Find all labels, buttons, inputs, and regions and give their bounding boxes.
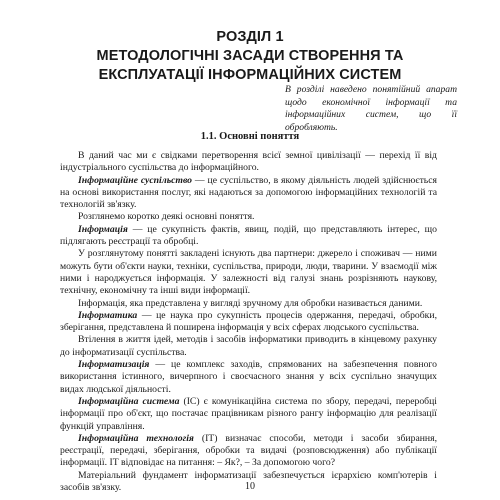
paragraph-text: — це наука про сукупність процесів одержання, передачі, обробки, зберігання, представлена й поширена інформація у всіх сферах людського суспільства. [60,309,437,334]
paragraph [60,298,437,310]
paragraph [60,433,437,470]
paragraph-text: Інформація, яка представлена у вигляді зручному для обробки називається даними. [78,297,423,309]
paragraph-text: У розглянутому понятті закладені існують два партнери: джерело і споживач — ними можуть бути об'єкти науки, техніки, суспільства, природи, люди, тварини. У взаємодії між ними і народжується інформація. У залежності від галузі знань розрізняють наукову, технічну, економічну та інші види інформації. [60,248,437,297]
defined-term: Інформаційна технологія [78,432,194,444]
chapter-title-line-1: МЕТОДОЛОГІЧНІ ЗАСАДИ СТВОРЕННЯ ТА [96,48,404,64]
paragraph-text: В даний час ми є свідками перетворення всієї земної цивілізації — перехід її від індустріального суспільства до інформаційного. [60,150,437,174]
paragraph-text: — це сукупність фактів, явищ, подій, що представляють інтерес, що підлягають реєстрації та обробці. [60,223,437,248]
paragraph-text: Втілення в життя ідей, методів і засобів інформатики приводить в кінцевому рахунку до інформатизації суспільства. [60,334,437,358]
paragraph [60,310,437,335]
paragraph [60,396,437,433]
defined-term: Інформаційне суспільство [78,174,193,186]
paragraph [60,150,437,175]
defined-term: Інформатизація [78,359,150,371]
chapter-title-line-2: ЕКСПЛУАТАЦІЇ ІНФОРМАЦІЙНИХ СИСТЕМ [98,67,402,83]
paragraph [60,175,437,212]
chapter-number: РОЗДІЛ 1 [216,29,284,45]
paragraph-text: — це суспільство, в якому діяльність людей здійснюється на основі використання послуг, які надаються за допомогою інформаційних технологій та технологій зв'язку. [60,174,437,211]
defined-term: Інформація [78,223,128,235]
chapter-header [60,28,440,85]
page-number: 10 [245,481,255,492]
section-title: 1.1. Основні поняття [200,131,300,142]
body-text [60,150,437,494]
paragraph [60,248,437,297]
paragraph-text: (ІТ) визначає способи, методи і засоби збирання, реєстрації, передачі, зберігання, обробки та видачі (розповсюдження) або публікації інформації. ІТ відповідає на питання: – Як?, – За допомогою чого? [60,432,437,469]
paragraph-text: Розглянемо коротко деякі основні поняття. [78,211,255,223]
chapter-abstract: В розділі наведено понятійний апарат щодо економічної інформації та інформаційних систем, що її обробляють. [285,84,457,133]
defined-term: Інформатика [78,309,138,321]
paragraph [60,334,437,359]
paragraph [60,224,437,249]
paragraph-text: Матеріальний фундамент інформатизації забезпечується ієрархією комп'ютерів і засобів зв'язку. [60,469,437,494]
paragraph-text: (ІС) є комунікаційна система по збору, передачі, переробці інформації про об'єкт, що постачає працівникам різного рангу інформацію для реалізації функцій управління. [60,395,437,432]
paragraph [60,359,437,396]
defined-term: Інформаційна система [78,395,180,407]
paragraph-text: — це комплекс заходів, спрямованих на забезпечення повного використання істинного, вичерпного і своєчасного знання у всіх суспільно значущих видах людської діяльності. [60,359,437,395]
paragraph [60,211,437,223]
